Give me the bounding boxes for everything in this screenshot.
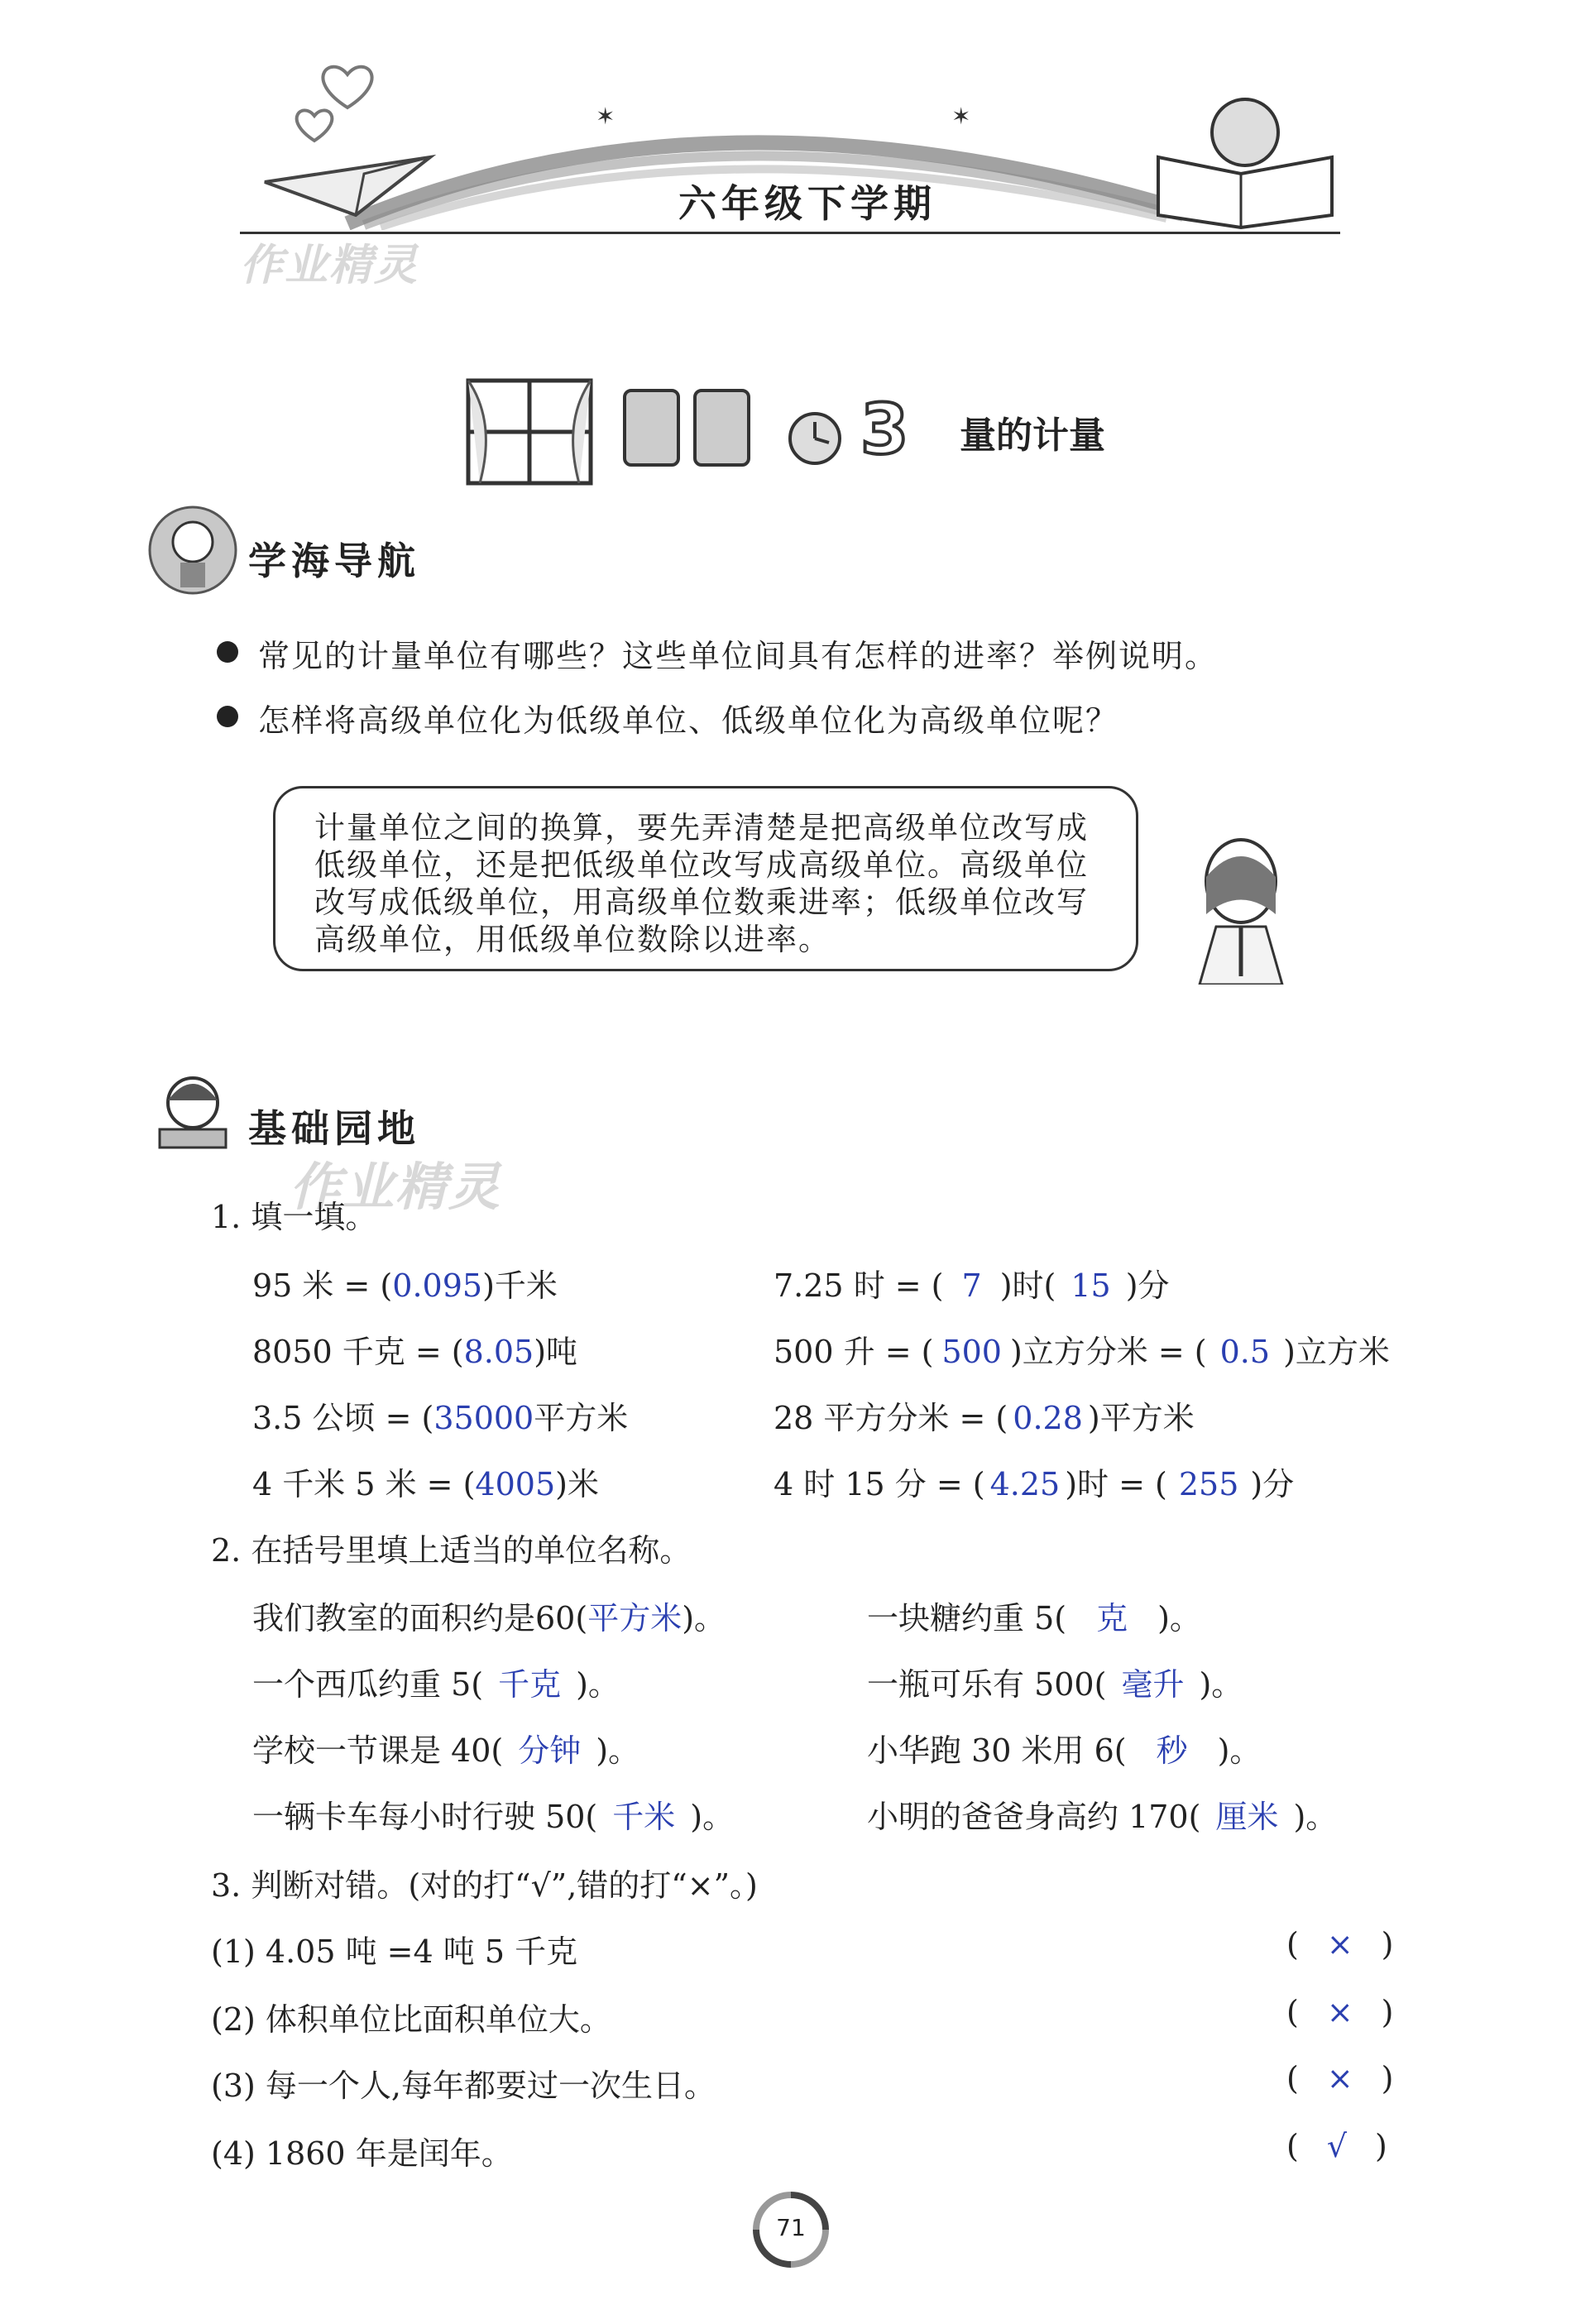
q3-item-4-mark: √ [1326,2128,1348,2164]
q3-item-1: (1) 4.05 吨 =4 吨 5 千克 [211,1933,578,1970]
q2-left-1-end: )。 [682,1600,726,1636]
q1-left-2-unit: )吨 [534,1334,578,1370]
q2-left-3-answer: 分钟 [518,1732,582,1769]
q2-left-4-end: )。 [690,1799,735,1835]
tip-line-1: 计量单位之间的换算，要先弄清楚是把高级单位改写成 [314,810,1089,846]
q1-right-row-2 [774,1326,1390,1372]
q3-item-1-answer: ( × ) [1286,1926,1394,1962]
chapter-number: 3 [860,389,909,470]
basics-watermark: 作业精灵 [290,1157,502,1217]
q1-left-row-1 [252,1260,558,1306]
chapter-window-illustration [463,372,596,488]
q1-title: 1. 填一填。 [211,1199,377,1235]
q1-right-row-4 [774,1459,1294,1504]
q1-right-4-unit: )分 [1250,1466,1295,1502]
q2-right-row-2 [867,1659,1243,1704]
q1-right-2-unit: )立方米 [1283,1334,1390,1370]
q1-left-2-text: 8050 千克 = ( [252,1334,464,1370]
q2-right-1-end: )。 [1157,1600,1201,1636]
q2-left-row-1 [252,1593,726,1638]
svg-text:✶: ✶ [951,103,971,130]
q1-left-2-answer: 8.05 [463,1334,534,1370]
q1-left-4-unit: )米 [555,1466,599,1502]
q2-left-row-3 [252,1725,639,1771]
q1-right-4-answer-b: 255 [1178,1466,1239,1502]
q2-left-row-2 [252,1659,620,1704]
q1-right-row-3 [774,1392,1195,1438]
tip-line-2: 低级单位，还是把低级单位改写成高级单位。高级单位 [314,847,1089,883]
q1-right-4-mid: )时 = ( [1065,1466,1167,1502]
tip-line-4: 高级单位，用低级单位数除以进率。 [314,922,831,957]
q1-right-4-text: 4 时 15 分 = ( [774,1466,985,1502]
q3-title: 3. 判断对错。(对的打“√”,错的打“×”。) [211,1867,758,1904]
q2-right-1-answer: 克 [1096,1600,1128,1636]
q2-left-1-answer: 平方米 [587,1600,683,1636]
page-number: 71 [776,2214,806,2241]
guide-bullet-1 [217,641,238,663]
guide-heading: 学海导航 [248,539,420,583]
guide-question-2: 怎样将高级单位化为低级单位、低级单位化为高级单位呢？ [258,702,1119,739]
q1-right-4-answer-a: 4.25 [989,1466,1061,1502]
q2-right-4-answer: 厘米 [1215,1799,1279,1835]
q2-left-2-answer: 千克 [498,1666,562,1703]
q1-left-4-text: 4 千米 5 米 = ( [252,1466,476,1502]
q1-right-1-unit: )分 [1125,1267,1170,1304]
q1-right-1-text: 7.25 时 = ( [774,1267,944,1304]
q3-item-4-answer: ( √ ) [1286,2128,1387,2164]
q2-left-2-end: )。 [576,1666,620,1703]
q2-right-2-answer: 毫升 [1121,1666,1185,1703]
basics-heading: 基础园地 [248,1106,420,1151]
q1-left-row-2 [252,1326,577,1372]
q2-right-2-end: )。 [1199,1666,1243,1703]
q3-item-2: (2) 体积单位比面积单位大。 [211,2001,611,2038]
q1-left-1-unit: )千米 [482,1267,558,1304]
q1-right-1-answer-a: 7 [961,1267,982,1304]
chapter-clock-icon [786,410,844,467]
q3-item-3-answer: ( × ) [1286,2060,1394,2096]
q2-right-3-end: )。 [1217,1732,1262,1769]
q2-left-3-end: )。 [596,1732,640,1769]
q2-title: 2. 在括号里填上适当的单位名称。 [211,1532,692,1569]
q1-right-1-answer-b: 15 [1071,1267,1111,1304]
q1-right-3-text: 28 平方分米 = ( [774,1400,1008,1436]
q2-right-1-text: 一块糖约重 5( [867,1600,1067,1636]
q1-left-1-text: 95 米 = ( [252,1267,393,1304]
q1-left-4-answer: 4005 [475,1466,556,1502]
basics-mascot-icon [147,1071,238,1154]
q1-left-3-answer: 35000 [433,1400,534,1436]
q3-item-3-mark: × [1326,2060,1353,2096]
q1-left-3-unit: 平方米 [534,1400,629,1436]
q3-item-2-mark: × [1326,1994,1353,2030]
teacher-illustration [1175,836,1307,985]
grade-title: 六年级下学期 [678,181,936,226]
q3-item-1-mark: × [1326,1926,1353,1962]
q1-left-1-answer: 0.095 [392,1267,483,1304]
q1-right-2-mid: )立方分米 = ( [1009,1334,1207,1370]
q2-right-2-text: 一瓶可乐有 500( [867,1666,1107,1703]
q2-right-row-1 [867,1593,1201,1638]
chapter-deco-text [620,382,761,473]
q2-left-row-4 [252,1791,734,1837]
q3-item-4: (4) 1860 年是闰年。 [211,2135,513,2172]
q1-left-3-text: 3.5 公顷 = ( [252,1400,434,1436]
q2-left-3-text: 学校一节课是 40( [252,1732,504,1769]
q2-right-3-answer: 秒 [1156,1732,1188,1769]
guide-bullet-2 [217,706,238,727]
q2-left-2-text: 一个西瓜约重 5( [252,1666,484,1703]
q3-item-2-answer: ( × ) [1286,1994,1394,2030]
q2-left-1-text: 我们教室的面积约是60( [252,1600,588,1636]
chapter-title: 量的计量 [960,414,1105,457]
q2-right-4-end: )。 [1293,1799,1338,1835]
q1-right-row-1 [774,1260,1170,1306]
q3-item-3: (3) 每一个人,每年都要过一次生日。 [211,2068,716,2104]
tip-line-3: 改写成低级单位，用高级单位数乘进率；低级单位改写 [314,884,1089,920]
q1-left-row-3 [252,1392,628,1438]
q2-right-row-4 [867,1791,1337,1837]
q1-right-3-unit: )平方米 [1087,1400,1195,1436]
svg-text:✶: ✶ [596,103,615,130]
q1-right-2-answer-a: 500 [941,1334,1002,1370]
q2-left-4-text: 一辆卡车每小时行驶 50( [252,1799,598,1835]
q2-right-3-text: 小华跑 30 米用 6( [867,1732,1127,1769]
q1-right-2-text: 500 升 = ( [774,1334,934,1370]
guide-question-1: 常见的计量单位有哪些？这些单位间具有怎样的进率？举例说明。 [258,638,1219,674]
guide-mascot-icon [147,505,238,596]
q1-right-2-answer-b: 0.5 [1219,1334,1271,1370]
q1-left-row-4 [252,1459,599,1504]
q1-right-3-answer: 0.28 [1013,1400,1083,1436]
header-watermark: 作业精灵 [240,241,419,290]
q2-right-4-text: 小明的爸爸身高约 170( [867,1799,1201,1835]
q1-right-1-mid: )时( [999,1267,1056,1304]
q2-right-row-3 [867,1725,1261,1771]
q2-left-4-answer: 千米 [612,1799,676,1835]
